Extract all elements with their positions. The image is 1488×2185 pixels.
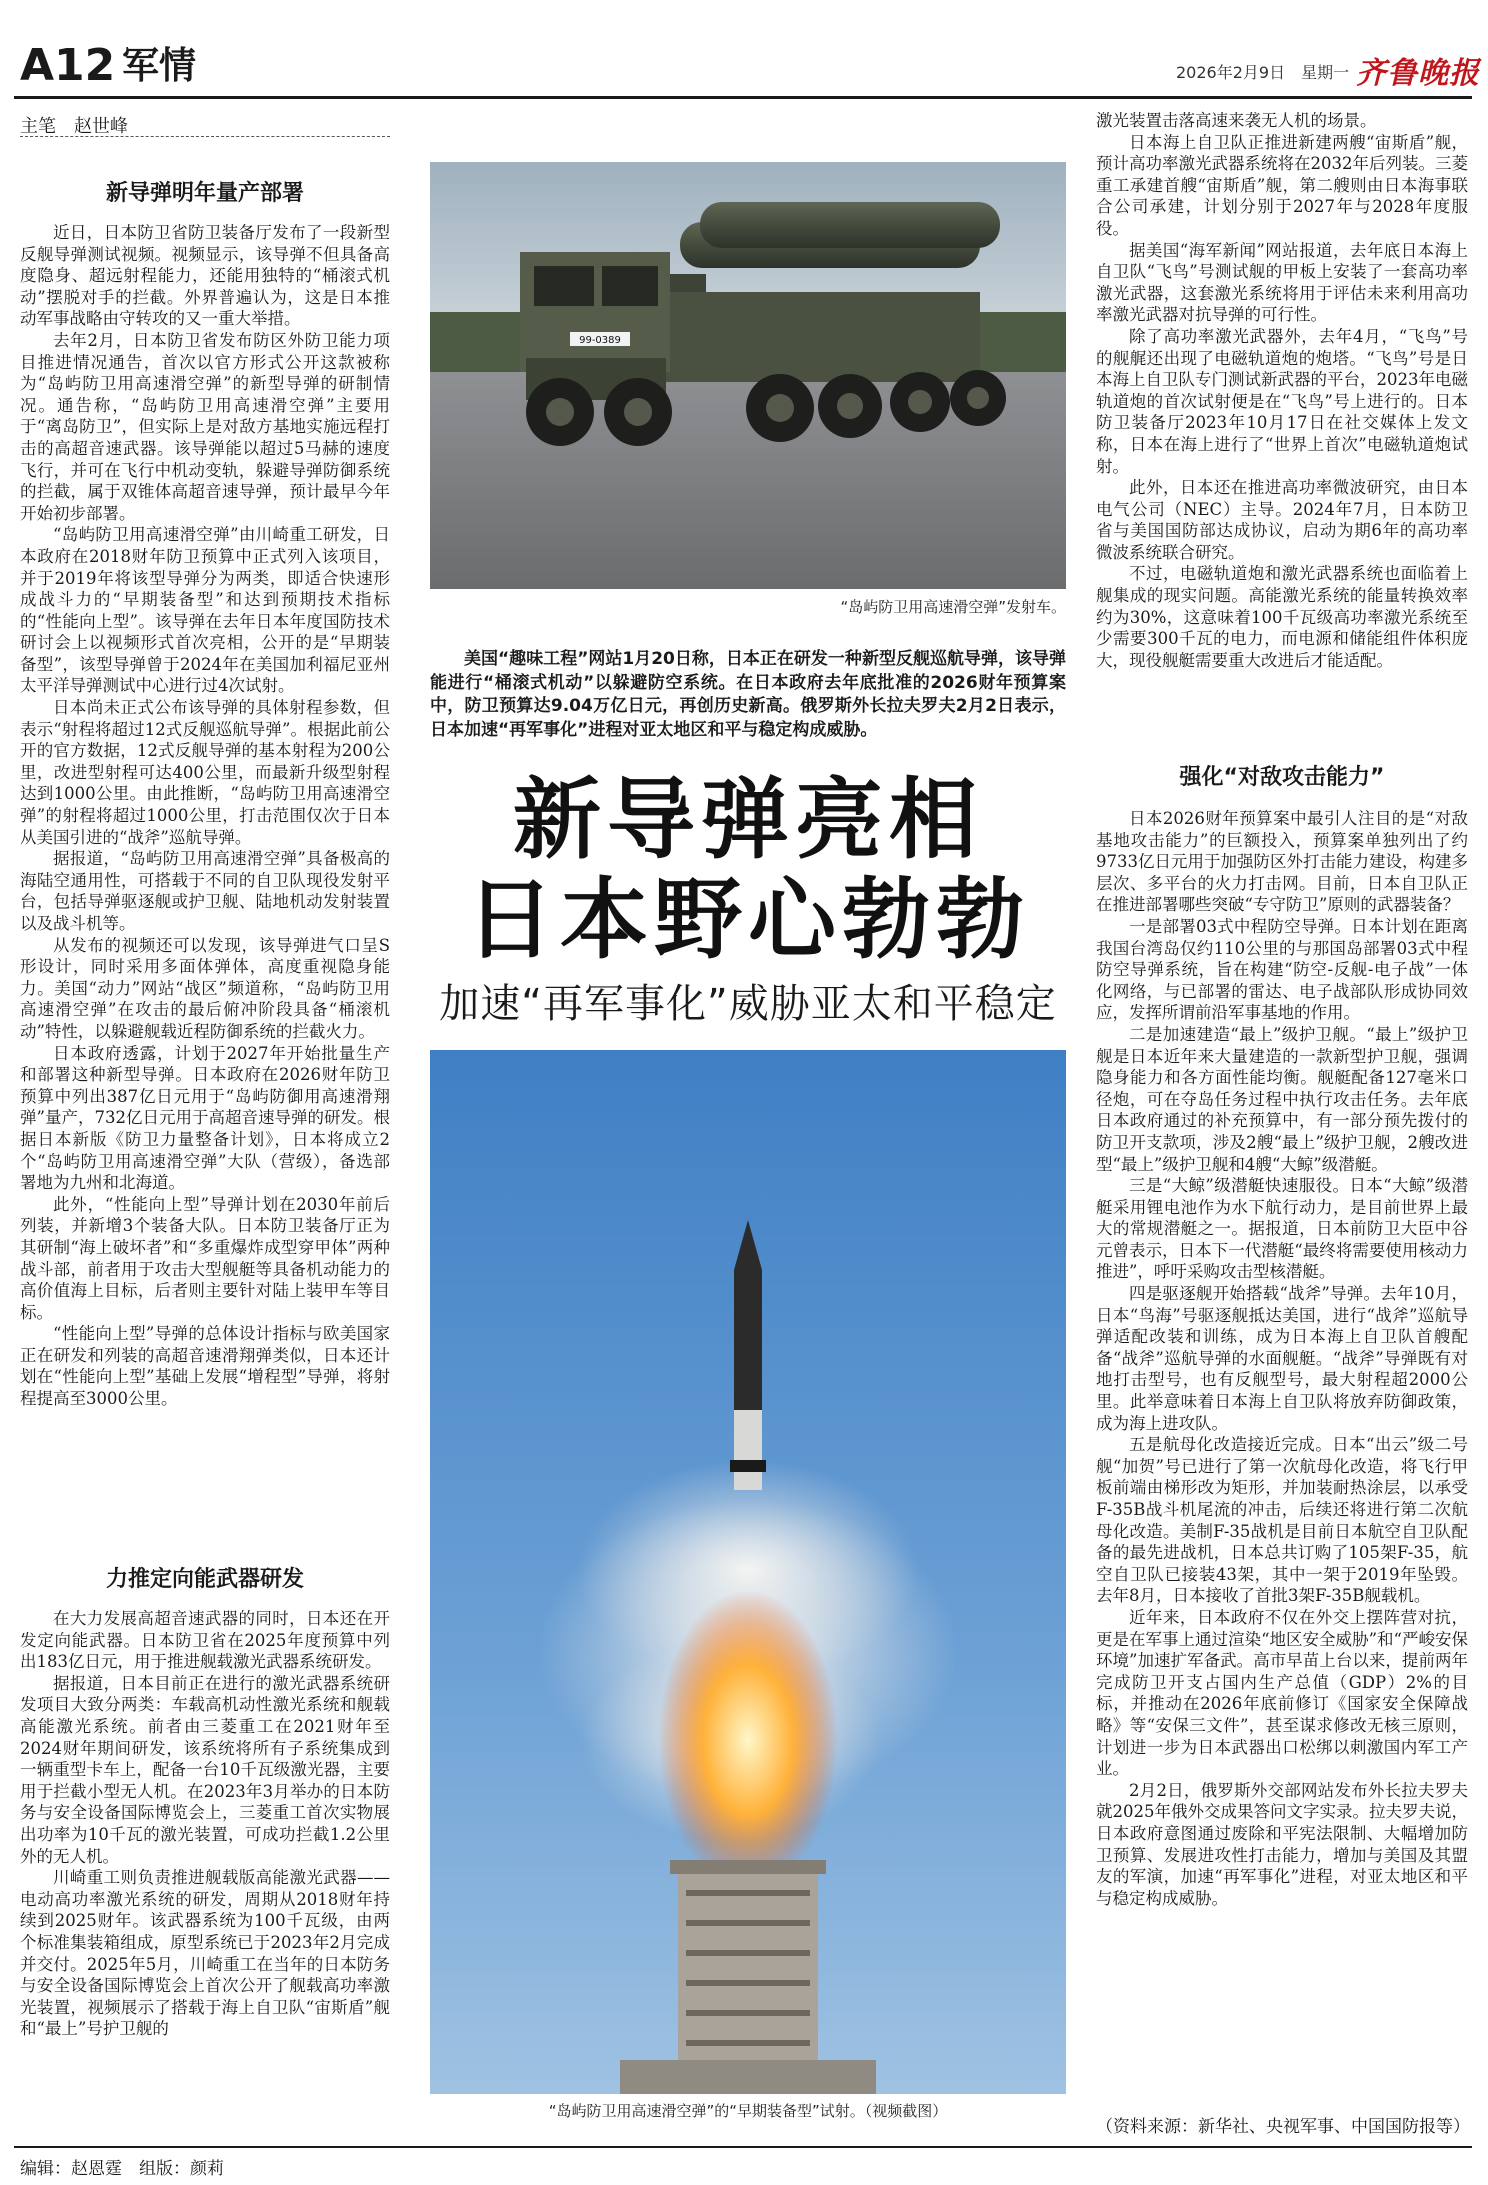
section-heading-missile: 新导弹明年量产部署 — [105, 181, 304, 206]
col3-body-part2 — [1096, 808, 1468, 2104]
paragraph: 近日，日本防卫省防卫装备厅发布了一段新型反舰导弹测试视频。视频显示，该导弹不但具备高度隐身、超远射程能力，还能用独特的“桶滚式机动”摆脱对手的拦截。外界普遍认为，这是日本推动军事战略由守转攻的又一重大举措。 — [20, 223, 390, 329]
paragraph: 二是加速建造“最上”级护卫舰。“最上”级护卫舰是日本近年来大量建造的一款新型护卫舰，强调隐身能力和各方面性能均衡。舰艇配备127毫米口径炮，可在夺岛任务过程中执行攻击任务。去年底日本政府通过的补充预算中，有一部分预先拨付的防卫开支款项，涉及2艘“最上”级护卫舰，2艘改进型“最上”级护卫舰和4艘“大鲸”级潜艇。 — [1096, 1024, 1468, 1174]
paragraph: 近年来，日本政府不仅在外交上摆阵营对抗，更是在军事上通过渲染“地区安全威胁”和“严峻安保环境”加速扩军备武。高市早苗上台以来，提前两年完成防卫开支占国内生产总值（GDP）2%的目标，并推动在2026年底前修订《国家安全保障战略》等“安保三文件”，甚至谋求修改无核三原则，计划进一步为日本武器出口松绑以刺激国内军工产业。 — [1096, 1607, 1468, 1779]
headline-line2: 日本野心勃勃 — [465, 868, 1030, 971]
section-heading-strike: 强化“对敌攻击能力” — [1179, 765, 1385, 790]
lead-text: 美国“趣味工程”网站1月20日称，日本正在研发一种新型反舰巡航导弹，该导弹能进行“桶滚式机动”以躲避防空系统。在日本政府去年底批准的2026财年预算案中，防卫预算达9.04万亿日元，再创历史新高。俄罗斯外长拉夫罗夫2月2日表示，日本加速“再军事化”进程对亚太地区和平与稳定构成威胁。 — [430, 649, 1066, 740]
paragraph: “岛屿防卫用高速滑空弹”由川崎重工研发，日本政府在2018财年防卫预算中正式列入该项目，并于2019年将该型导弹分为两类，即适合快速形成战斗力的“早期装备型”和达到预期技术指标的“性能向上型”。该导弹在去年日本年度国防技术研讨会上以视频形式首次亮相，公开的是“早期装备型”，该型导弹曾于2024年在美国加利福尼亚州太平洋导弹测试中心进行过4次试射。 — [20, 525, 390, 696]
page-number: A12 — [20, 40, 116, 91]
photo2-caption: “岛屿防卫用高速滑空弹”的“早期装备型”试射。（视频截图） — [548, 2102, 948, 2120]
section-name: 军情 — [122, 44, 196, 87]
paragraph: 据报道，“岛屿防卫用高速滑空弹”具备极高的海陆空通用性，可搭载于不同的自卫队现役发射平台，包括导弹驱逐舰或护卫舰、陆地机动发射装置以及战斗机等。 — [20, 849, 390, 933]
paragraph: 从发布的视频还可以发现，该导弹进气口呈S形设计，同时采用多面体弹体，高度重视隐身能力。美国“动力”网站“战区”频道称，“岛屿防卫用高速滑空弹”在攻击的最后俯冲阶段具备“桶滚机动”特性，以躲避舰载近程防御系统的拦截火力。 — [20, 935, 390, 1041]
headline-line1: 新导弹亮相 — [512, 768, 983, 871]
paragraph: 一是部署03式中程防空导弹。日本计划在距离我国台湾岛仅约110公里的与那国岛部署03式中程防空导弹系统，旨在构建“防空-反舰-电子战”一体化网络，与已部署的雷达、电子战部队形成协同效应，发挥所谓前沿军事基地的作用。 — [1096, 916, 1468, 1023]
paragraph: 日本2026财年预算案中最引人注目的是“对敌基地攻击能力”的巨额投入，预算案单独列出了约9733亿日元用于加强防区外打击能力建设，构建多层次、多平台的火力打击网。目前，日本自卫队正在推进部署哪些突破“专守防卫”原则的武器装备？ — [1096, 809, 1468, 915]
paragraph: 除了高功率激光武器外，去年4月，“飞鸟”号的舰艉还出现了电磁轨道炮的炮塔。“飞鸟”号是日本海上自卫队专门测试新武器的平台，2023年电磁轨道炮的首次试射便是在“飞鸟”号上进行的。日本防卫装备厅2023年10月17日在社交媒体上发文称，日本在海上进行了“世界上首次”电磁轨道炮试射。 — [1096, 326, 1468, 476]
issue-date: 2026年2月9日 星期一 — [1176, 63, 1350, 82]
footer-editor: 编辑：赵恩霆 组版：颜莉 — [20, 2159, 224, 2179]
license-plate-text: 99-0389 — [579, 335, 621, 346]
paragraph: 去年2月，日本防卫省发布防区外防卫能力项目推进情况通告，首次以官方形式公开这款被称为“岛屿防卫用高速滑空弹”的新型导弹的研制情况。通告称，“岛屿防卫用高速滑空弹”主要用于“离岛防卫”，但实际上是对敌方基地实施远程打击的高超音速武器。该导弹能以超过5马赫的速度飞行，并可在飞行中机动变轨，躲避导弹防御系统的拦截，属于双锥体高超音速导弹，预计最早今年开始初步部署。 — [20, 330, 390, 523]
paragraph: 川崎重工则负责推进舰载版高能激光武器——电动高功率激光系统的研发，周期从2018财年持续到2025财年。该武器系统为100千瓦级，由两个标准集装箱组成，原型系统已于2023年2月完成并交付。2025年5月，川崎重工在当年的日本防务与安全设备国际博览会上首次公开了舰载高功率激光装置，视频展示了搭载于海上自卫队“宙斯盾”舰和“最上”号护卫舰的 — [20, 1868, 390, 2039]
footer-rule — [14, 2146, 1472, 2148]
header-rule — [14, 96, 1472, 99]
editor-divider — [20, 136, 390, 137]
section-heading-laser: 力推定向能武器研发 — [105, 1567, 304, 1592]
paragraph: 日本海上自卫队正推进新建两艘“宙斯盾”舰，预计高功率激光武器系统将在2032年后列装。三菱重工承建首艘“宙斯盾”舰，第二艘则由日本海事联合公司承建，计划分别于2027年与2028年度服役。 — [1096, 132, 1468, 238]
paragraph: 此外，日本还在推进高功率微波研究，由日本电气公司（NEC）主导。2024年7月，日本防卫省与美国国防部达成协议，启动为期6年的高功率微波系统联合研究。 — [1096, 478, 1468, 562]
col1-body-part1 — [20, 222, 390, 1548]
paragraph: 不过，电磁轨道炮和激光武器系统也面临着上舰集成的现实问题。高能激光系统的能量转换效率约为30%，这意味着100千瓦级高功率激光系统至少需要300千瓦的电力，而电源和储能组件体积庞大，现役舰艇需要重大改进后才能适配。 — [1096, 564, 1468, 670]
paragraph: 四是驱逐舰开始搭载“战斧”导弹。去年10月，日本“鸟海”号驱逐舰抵达美国，进行“战斧”巡航导弹适配改装和训练，成为日本海上自卫队首艘配备“战斧”巡航导弹的水面舰艇。“战斧”导弹既有对地打击型号，也有反舰型号，最大射程超2000公里。此举意味着日本海上自卫队将放弃防御政策，成为海上进攻队。 — [1096, 1284, 1468, 1433]
paragraph: “性能向上型”导弹的总体设计指标与欧美国家正在研发和列装的高超音速滑翔弹类似，日本还计划在“性能向上型”基础上发展“增程型”导弹，将射程提高至3000公里。 — [20, 1324, 390, 1409]
paragraph: 据报道，日本目前正在进行的激光武器系统研发项目大致分两类：车载高机动性激光系统和舰载高能激光系统。前者由三菱重工在2021财年至2024财年期间研发，该系统将所有子系统集成到一辆重型卡车上，配备一台10千瓦级激光器，主要用于拦截小型无人机。在2023年3月举办的日本防务与安全设备国际博览会上，三菱重工首次实物展出功率为10千瓦的激光装置，可成功拦截1.2公里外的无人机。 — [20, 1673, 390, 1866]
paragraph: 日本政府透露，计划于2027年开始批量生产和部署这种新型导弹。日本政府在2026财年防卫预算中列出387亿日元用于“岛屿防御用高速滑翔弹”量产，732亿日元用于高超音速导弹的研发。根据日本新版《防卫力量整备计划》，日本将成立2个“岛屿防卫用高速滑空弹”大队（营级），备选部署地为九州和北海道。 — [20, 1043, 390, 1193]
paragraph: 2月2日，俄罗斯外交部网站发布外长拉夫罗夫就2025年俄外交成果答问文字实录。拉夫罗夫说，日本政府意图通过废除和平宪法限制、大幅增加防卫预算、发展进攻性打击能力，增加与美国及其盟友的军演，加速“再军事化”进程，对亚太地区和平与稳定构成威胁。 — [1096, 1780, 1468, 1908]
launcher-truck-photo — [430, 162, 1066, 589]
photo1-caption: “岛屿防卫用高速滑空弹”发射车。 — [840, 598, 1066, 616]
paragraph: 在大力发展高超音速武器的同时，日本还在开发定向能武器。日本防卫省在2025年度预算中列出183亿日元，用于推进舰载激光武器系统研发。 — [20, 1609, 390, 1672]
lead-paragraph — [430, 648, 1066, 742]
col1-body-part2 — [20, 1608, 390, 2140]
paragraph: 据美国“海军新闻”网站报道，去年底日本海上自卫队“飞鸟”号测试舰的甲板上安装了一套高功率激光武器，这套激光系统将用于评估未来利用高功率激光武器对抗导弹的可行性。 — [1096, 240, 1468, 325]
source-note: （资料来源：新华社、央视军事、中国国防报等） — [1096, 2117, 1470, 2137]
paragraph: 三是“大鲸”级潜艇快速服役。日本“大鲸”级潜艇采用锂电池作为水下航行动力，是目前世界上最大的常规潜艇之一。据报道，日本前防卫大臣中谷元曾表示，日本下一代潜艇“最终将需要使用核动力推进”，呼吁采购攻击型核潜艇。 — [1096, 1176, 1468, 1282]
paragraph: 日本尚未正式公布该导弹的具体射程参数，但表示“射程将超过12式反舰巡航导弹”。根据此前公开的官方数据，12式反舰导弹的基本射程为200公里，改进型射程可达400公里，而最新升级型射程达到1000公里。由此推断，“岛屿防卫用高速滑空弹”的射程将超过1000公里，打击范围仅次于日本从美国引进的“战斧”巡航导弹。 — [20, 698, 390, 847]
headline-subtitle: 加速“再军事化”威胁亚太和平稳定 — [439, 981, 1057, 1027]
paragraph: 五是航母化改造接近完成。日本“出云”级二号舰“加贺”号已进行了第一次航母化改造，将飞行甲板前端由梯形改为矩形，并加装耐热涂层，以承受F-35B战斗机尾流的冲击，后续还将进行第二次航母化改造。美制F-35战机是目前日本航空自卫队配备的最先进战机，日本总共订购了105架F-35，航空自卫队已接装43架，其中一架于2019年坠毁。去年8月，日本接收了首批3架F-35B舰载机。 — [1096, 1435, 1468, 1606]
missile-launch-photo — [430, 1050, 1066, 2094]
newspaper-logo: 齐鲁晚报 — [1356, 56, 1480, 91]
col3-body-part1 — [1096, 110, 1468, 748]
paragraph: 激光装置击落高速来袭无人机的场景。 — [1096, 111, 1377, 130]
chief-writer: 主笔 赵世峰 — [20, 116, 128, 137]
paragraph: 此外，“性能向上型”导弹计划在2030年前后列装，并新增3个装备大队。日本防卫装备厅正为其研制“海上破坏者”和“多重爆炸成型穿甲体”两种战斗部，前者用于攻击大型舰艇等具备机动能力的高价值海上目标，后者则主要针对陆上装甲车等目标。 — [20, 1194, 390, 1322]
